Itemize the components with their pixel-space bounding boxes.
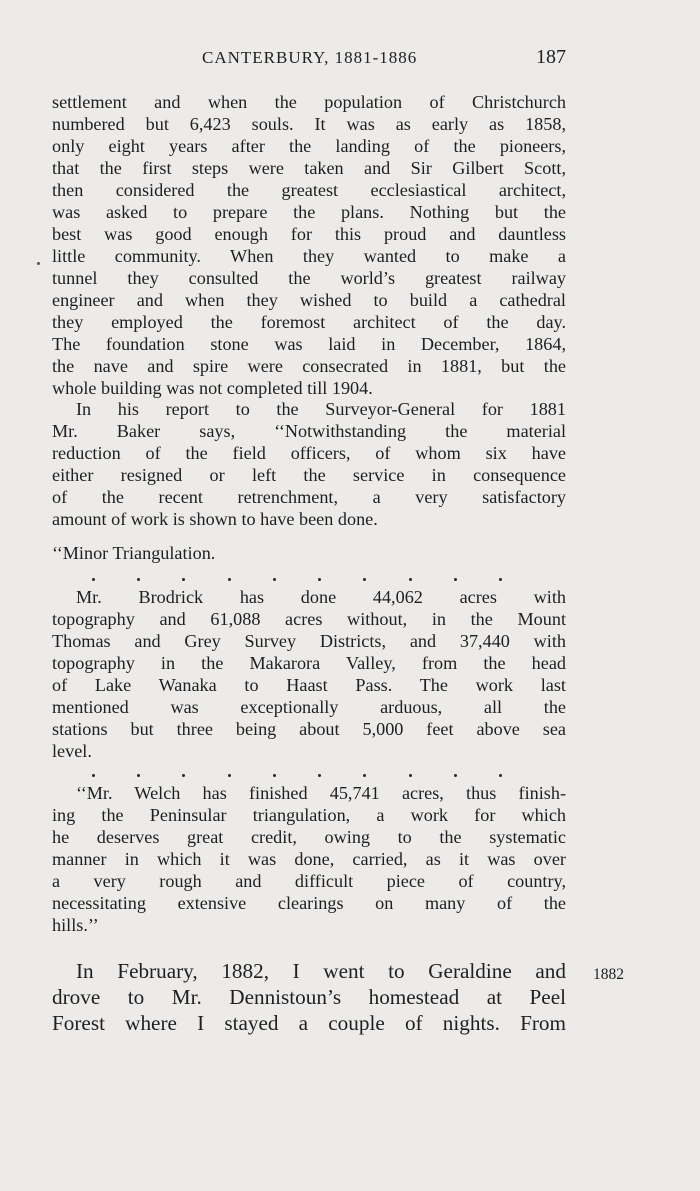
text-line: In his report to the Surveyor-General for 1881 xyxy=(76,399,566,419)
text-line: ‘‘Mr. Welch has finished 45,741 acres, thus finish- xyxy=(76,783,566,803)
paragraph-report xyxy=(52,398,566,530)
text-line: Thomas and Grey Survey Districts, and 37,440 with xyxy=(52,631,566,651)
running-head xyxy=(52,46,566,72)
text-line: topography and 61,088 acres without, in the Mount xyxy=(52,609,566,629)
ellipsis-separator xyxy=(92,774,502,780)
page-number: 187 xyxy=(536,46,566,68)
text-line: best was good enough for this proud and dauntless xyxy=(52,224,566,244)
text-line: only eight years after the landing of the pioneers, xyxy=(52,136,566,156)
text-line: whole building was not completed till 1904. xyxy=(52,378,373,398)
margin-year-note: 1882 xyxy=(593,966,624,983)
text-line: then considered the greatest ecclesiastical architect, xyxy=(52,180,566,200)
text-line: The foundation stone was laid in December, 1864, xyxy=(52,334,566,354)
text-line: stations but three being about 5,000 feet above sea xyxy=(52,719,566,739)
text-line: he deserves great credit, owing to the systematic xyxy=(52,827,566,847)
paragraph-geraldine xyxy=(52,958,566,1036)
text-line: was asked to prepare the plans. Nothing but the xyxy=(52,202,566,222)
section-heading: ‘‘Minor Triangulation. xyxy=(52,543,216,563)
text-line: drove to Mr. Dennistoun’s homestead at Peel xyxy=(52,985,566,1009)
text-line: topography in the Makarora Valley, from the head xyxy=(52,653,566,673)
text-line: Mr. Brodrick has done 44,062 acres with xyxy=(76,587,566,607)
paragraph-welch xyxy=(52,782,566,936)
text-line: Mr. Baker says, ‘‘Notwithstanding the material xyxy=(52,421,566,441)
text-line: reduction of the field officers, of whom six have xyxy=(52,443,566,463)
paragraph-cathedral xyxy=(52,91,566,399)
text-line: a very rough and difficult piece of country, xyxy=(52,871,566,891)
paragraph-brodrick xyxy=(52,586,566,762)
text-line: level. xyxy=(52,741,92,761)
text-line: tunnel they consulted the world’s greatest railway xyxy=(52,268,566,288)
text-line: that the first steps were taken and Sir Gilbert Scott, xyxy=(52,158,566,178)
text-line: In February, 1882, I went to Geraldine and xyxy=(76,959,566,983)
text-line: manner in which it was done, carried, as it was over xyxy=(52,849,566,869)
text-line: settlement and when the population of Christchurch xyxy=(52,92,566,112)
text-line: of Lake Wanaka to Haast Pass. The work last xyxy=(52,675,566,695)
text-line: the nave and spire were consecrated in 1881, but the xyxy=(52,356,566,376)
text-line: hills.’’ xyxy=(52,915,99,935)
text-line: Forest where I stayed a couple of nights. From xyxy=(52,1011,566,1035)
text-line: ing the Peninsular triangulation, a work for which xyxy=(52,805,566,825)
running-title: CANTERBURY, 1881-1886 xyxy=(202,48,418,67)
text-line: amount of work is shown to have been done. xyxy=(52,509,378,529)
text-line: mentioned was exceptionally arduous, all the xyxy=(52,697,566,717)
ellipsis-separator xyxy=(92,578,502,584)
text-line: necessitating extensive clearings on many of the xyxy=(52,893,566,913)
text-line: either resigned or left the service in consequence xyxy=(52,465,566,485)
text-line: numbered but 6,423 souls. It was as early as 1858, xyxy=(52,114,566,134)
stray-ink-mark xyxy=(37,262,40,265)
text-line: little community. When they wanted to make a xyxy=(52,246,566,266)
text-line: they employed the foremost architect of the day. xyxy=(52,312,566,332)
text-line: of the recent retrenchment, a very satisfactory xyxy=(52,487,566,507)
text-line: engineer and when they wished to build a cathedral xyxy=(52,290,566,310)
